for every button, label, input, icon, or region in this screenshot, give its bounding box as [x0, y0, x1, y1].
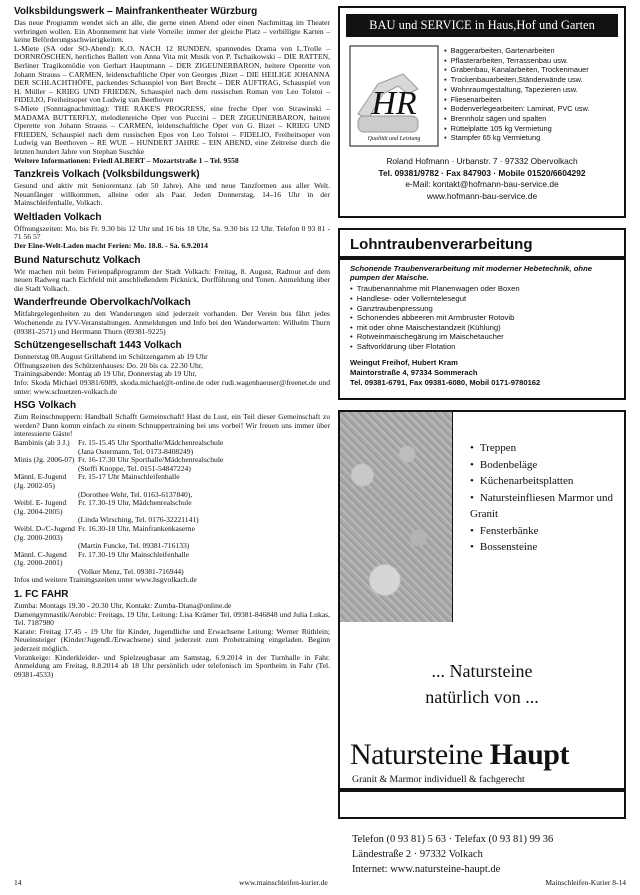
section-title: Schützengesellschaft 1443 Volkach: [14, 340, 182, 352]
website-link[interactable]: www.hofmann-bau-service.de: [426, 190, 538, 201]
list-item: • Schonendes abbeeren mit Armbruster Rotovib: [350, 313, 614, 323]
section-title: Weltladen Volkach: [14, 211, 102, 223]
training-row: Männl. E-Jugend (Jg. 2002-05) Fr. 15-17 Uhr Mainschleifenhalle: [14, 472, 180, 490]
list-item: ▪ Pflasterarbeiten, Terrassenbau usw.: [444, 56, 590, 66]
divider: [340, 256, 624, 260]
ad-contact: [352, 832, 553, 877]
list-item: • Saftvorklärung über Flotation: [350, 342, 614, 352]
brand-name: Natursteine Haupt: [350, 738, 569, 771]
contact-name: Weingut Freihof, Hubert Kram: [350, 357, 458, 367]
divider: [340, 788, 624, 792]
paragraph: Donnerstag 08.August Grillabend im Schützengarten ab 19 Uhr: [14, 352, 208, 362]
list-item: • Fensterbänke: [470, 523, 624, 540]
list-item: • Treppen: [470, 440, 624, 457]
section-tanzkreis: [14, 169, 330, 208]
list-item: ▪ Brennholz sägen und spalten: [444, 114, 590, 124]
services-list: [350, 284, 614, 351]
list-item: • Natursteinfliesen Marmor und Granit: [470, 490, 624, 523]
training-row: Weibl. E- Jugend (Jg. 2004-2005) Fr. 17.30-19 Uhr, Mädchenrealschule: [14, 498, 192, 516]
website-link[interactable]: Internet: www.natursteine-haupt.de: [352, 864, 501, 875]
list-item: • Handlese- oder Vollerntelesegut: [350, 294, 614, 304]
ad-contact: [350, 358, 614, 388]
section-title: Tanzkreis Volkach (Volksbildungswerk): [14, 169, 200, 181]
phone: Tel. 09381/9782 · Fax 847903 · Mobile 01520/6604292: [378, 167, 586, 178]
section-weltladen: [14, 212, 330, 251]
section-wanderfreunde: [14, 297, 330, 336]
address: Roland Hofmann · Urbanstr. 7 · 97332 Obervolkach: [386, 156, 578, 166]
list-item: • mit oder ohne Maischestandzeit (Kühlung): [350, 323, 614, 333]
ad-hofmann-bau: [338, 6, 626, 218]
email[interactable]: e-Mail: kontakt@hofmann-bau-service.de: [405, 179, 559, 189]
paragraph: Infos und weitere Trainingszeiten unter www.hsgvolkach.de: [14, 575, 197, 585]
training-row: Weibl. D-/C-Jugend (Jg. 2000-2003) Fr. 16.30-18 Uhr, Mainfrankenkaserne: [14, 523, 195, 542]
list-item: • Traubenannahme mit Planenwagen oder Boxen: [350, 284, 614, 294]
page-footer: [14, 878, 626, 887]
website-link[interactable]: www.mainschleifen-kurier.de: [239, 878, 328, 887]
paragraph: Damengymnastik/Aerobic: Freitags, 19 Uhr, Leitung: Lisa Krämer Tel. 09381-846848 und Julia Lukas, Tel. 7187980: [14, 609, 330, 628]
ad-tagline: ... Natursteine natürlich von ...: [425, 661, 539, 707]
section-title: Volksbildungswerk – Mainfrankentheater Würzburg: [14, 6, 258, 17]
services-list: [444, 46, 590, 143]
training-contact: (Volker Menz, Tel. 09381-716944): [78, 566, 184, 576]
contact-address: Maintorstraße 4, 97334 Sommerach: [350, 367, 478, 377]
paragraph: Öffnungszeiten des Schützenhauses: Do. 20 bis ca. 22.30 Uhr,: [14, 360, 203, 370]
excavator-logo-icon: [348, 44, 440, 148]
ad-title: Lohntraubenverarbeitung: [350, 236, 533, 253]
paragraph: Zumba: Montags 19.30 - 20.30 Uhr, Kontakt: Zumba-Diana@online.de: [14, 601, 232, 611]
paragraph: Mitfahrgelegenheiten zu den Wanderungen sind jederzeit vorhanden. Der Verein bus fährt jedes Wochenende zu IVV-Veranstaltungen. Anmeldungen und Info bei den Wanderwarten: Wilhelm Thurn (09381-2571) und Herrmann Thurn (09381-9225): [14, 309, 330, 336]
paragraph: S-Miete (Sonntagnachmittag): THE RAKE'S PROGRESS, eine freche Oper von Strawinski – MADAMA BUTTERFLY, melodienreiche Oper von Puccini – DER ZIGEUNERBARON, heitere Operette von Johann Strauss – CARMEN, leidenschaftliche Oper von G. Bizet – KRIEG UND FRIEDEN, Schauspiel nach dem russischen Epos von Leo Tolstoi – FIDELIO, Freiheitsoper von Ludwig van Beethoven – RE WUE – HUNDERT JAHRE – EIN ABEND, eine Zeitreise durch die letzten hundert Jahre von Stephan Suschke: [14, 103, 330, 156]
training-contact: (Linda Wirsching, Tel. 0176-32221141): [78, 515, 199, 525]
products-list: [470, 440, 624, 556]
paragraph: Das neue Programm wendet sich an alle, die gerne einen Abend oder einen Nachmittag im Theater verbringen wollen. Ein Abonnement hat viele Vorteile: immer der gleiche Platz – verbilligte Karten – keine Beförderungsschwierigkeiten.: [14, 18, 330, 45]
list-item: • Rotweinmaischegärung im Maischetaucher: [350, 332, 614, 342]
training-row: Männl. C-Jugend (Jg. 2000-2001) Fr. 17.30-19 Uhr Mainschleifenhalle: [14, 549, 190, 568]
list-item: ▪ Stampfer 65 kg Vermietung: [444, 133, 590, 143]
section-title: HSG Volkach: [14, 400, 77, 412]
paragraph: Info: Skoda Michael 09381/6989, skoda.michael@t-online.de oder rudi.wagenhaeuser@freenet.de und unter: www.schuetzen-volkach.de: [14, 378, 330, 396]
svg-text:Qualität und Leistung: Qualität und Leistung: [367, 136, 421, 142]
right-column: [338, 6, 626, 875]
phone: Telefon (0 93 81) 5 63 · Telefax (0 93 81) 99 36: [352, 834, 554, 845]
list-item: ▪ Trockenbauarbeiten,Ständerwände usw.: [444, 75, 590, 85]
section-bund-naturschutz: [14, 255, 330, 294]
paragraph: Gesund und aktiv mit Seniorentanz (ab 50 Jahre). Alte und neue Tanzformen aus aller Welt. Neuanfänger willkommen, alleine oder als Paar. Jeden Donnerstag, 14–16 Uhr in der Mainschleifenhalle, Volkach.: [14, 181, 330, 208]
list-item: ▪ Fliesenarbeiten: [444, 95, 590, 105]
paragraph: Der Eine-Welt-Laden macht Ferien: Mo. 18.8. - Sa. 6.9.2014: [14, 241, 208, 251]
svg-text:HR: HR: [371, 85, 417, 122]
paragraph: Karate: Freitag 17.45 - 19 Uhr für Kinder, Jugendliche und Erwachsene Leitung: Werner Rüthlein; Neueinsteiger (Kinder/Jugendl./Erwachsene) sind jederzeit zum Probetraining eingeladen. Beginn jederzeit möglich.: [14, 626, 330, 654]
section-fc-fahr: [14, 589, 330, 679]
ad-contact: [340, 156, 624, 202]
contact-phone: Tel. 09381-6791, Fax 09381-6080, Mobil 0171-9780162: [350, 377, 541, 387]
list-item: • Ganztraubenpressung: [350, 304, 614, 314]
left-column: [14, 6, 330, 683]
section-title: 1. FC FAHR: [14, 589, 69, 601]
ad-natursteine-haupt: [338, 410, 626, 819]
training-contact: (Martin Funcke, Tel. 09381-716133): [78, 541, 190, 551]
section-title: Bund Naturschutz Volkach: [14, 254, 141, 266]
list-item: ▪ Grabenbau, Kanalarbeiten, Trockenmauer: [444, 65, 590, 75]
list-item: • Bossensteine: [470, 539, 624, 556]
training-contact: (Jana Ostermann, Tel. 0173-8408249): [78, 446, 194, 456]
paragraph: Wir machen mit beim Ferienpaßprogramm der Stadt Volkach: Freitag, 8. August, Radtour auf dem neuen Radweg nach Eichfeld mit anschließendem Picknick, Dorfführung und Tonen. Anmeldung über die Stadt Volkach.: [14, 266, 330, 293]
paragraph: Vorankeige: Kinderkleider- und Spielzeugbasar am Samstag, 6.9.2014 in der Turnhalle in Fahr. Anmeldung am Freitag, 8.8.2014 ab 18 Uhr persönlich oder telefonisch im Sportheim in Fahr (Tel. 09381-4533): [14, 652, 330, 679]
training-row: Bambinis (ab 3 J.) Fr. 15-15.45 Uhr Sporthalle/Mädchenrealschule: [14, 437, 224, 447]
ad-subtitle: Schonende Traubenverarbeitung mit moderner Hebetechnik, ohne pumpen der Maische.: [350, 264, 593, 283]
paragraph: Öffnungszeiten: Mo. bis Fr. 9.30 bis 12 Uhr und 16 bis 18 Uhr, Sa. 9.30 bis 12 Uhr. Telefon 0 93 81 - 71 56 57: [14, 223, 330, 242]
paragraph: Trainingsabende: Montag ab 19 Uhr, Donnerstag ab 19 Uhr,: [14, 369, 197, 379]
section-volksbildungswerk: [14, 6, 330, 165]
ad-banner: BAU und SERVICE in Haus,Hof und Garten: [346, 14, 618, 37]
paragraph: Weitere Informationen: Friedl ALBERT – Mozartstraße 1 – Tel. 9558: [14, 155, 239, 165]
list-item: • Küchenarbeitsplatten: [470, 473, 624, 490]
stone-texture-image: [340, 412, 453, 622]
training-contact: (Steffi Knoppe, Tel. 0151-54847224): [78, 463, 191, 473]
training-row: Minis (Jg. 2006-07) Fr. 16-17.30 Uhr Sporthalle/Mädchenrealschule: [14, 455, 224, 465]
list-item: ▪ Wohnraumgestaltung, Tapezieren usw.: [444, 85, 590, 95]
ad-lohntraubenverarbeitung: [338, 228, 626, 400]
section-schuetzengesellschaft: [14, 340, 330, 396]
list-item: • Bodenbeläge: [470, 457, 624, 474]
list-item: ▪ Rüttelplatte 105 kg Vermietung: [444, 124, 590, 134]
paragraph: Zum Reinschnuppern: Handball Schafft Gemeinschaft! Hast du Lust, ein Teil dieser Gemeinschaft zu werden? Dann komm einfach zu einem Schnuppertraining bei uns vorbei! Wir freuen uns immer über interessierte Gäste!: [14, 412, 330, 439]
training-contact: (Dorothee Wehr, Tel. 0163-6137840),: [78, 489, 193, 499]
page-number: 14: [14, 878, 22, 887]
list-item: ▪ Bodenverlegearbeiten: Laminat, PVC usw.: [444, 104, 590, 114]
issue-label: Mainschleifen-Kurier 8-14: [545, 878, 626, 887]
list-item: ▪ Baggerarbeiten, Gartenarbeiten: [444, 46, 590, 56]
section-hsg-volkach: [14, 400, 330, 585]
paragraph: L-Miete (SA oder SO-Abend): K.O. NACH 12 RUNDEN, spannendes Drama von L.Trolle – DORNRÖSCHEN, herrliches Ballett von Anna Vita mit Musik von P. Tschaikowski – DIE RATTEN, Berliner Tragikomödie von Gerhart Hauptmann – DER ZIGEUNERBARON, heitere Operette von Johann Strauss – CARMEN, leidenschaftliche Oper von Georges ,Bizet – DIE HEILIGE JOHANNA DER SCHLACHTHÖFE, packendes Schauspiel von Bert Brecht – DER AUFTRAG, Schauspiel von H. Müller – KRIEG UND FRIEDEN, Schauspiel nach dem russischen Roman von Leo Tolstoi – FIDELIO, Freiheitsoper von Ludwig van Beethoven: [14, 43, 330, 105]
address: Ländestraße 2 · 97332 Volkach: [352, 849, 483, 860]
brand-subtitle: Granit & Marmor individuell & fachgerecht: [352, 774, 525, 785]
section-title: Wanderfreunde Obervolkach/Volkach: [14, 297, 191, 309]
